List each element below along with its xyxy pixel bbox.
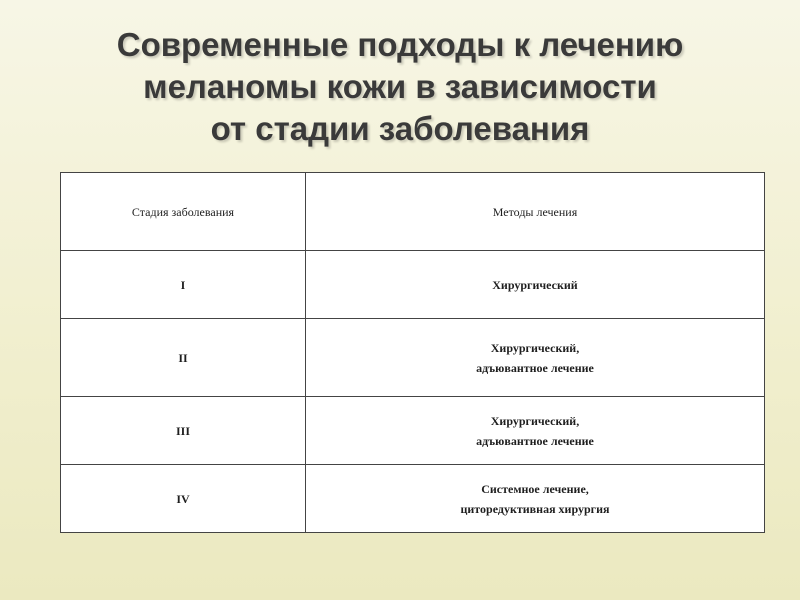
method-cell [306,319,765,397]
slide-title [60,24,740,150]
method-cell [306,465,765,533]
title-line-2: меланомы кожи в зависимости [143,68,657,105]
title-line-1: Современные подходы к лечению [116,26,684,63]
treatment-table [60,172,765,533]
header-methods: Методы лечения [306,173,765,251]
table-row [61,397,765,465]
stage-cell: III [61,397,306,465]
table-row [61,465,765,533]
method-cell [306,397,765,465]
method-line: Хирургический [492,277,578,292]
table-row [61,319,765,397]
method-line: адъювантное лечение [476,433,594,448]
method-line: Хирургический, [490,413,580,428]
method-line: циторедуктивная хирургия [460,501,610,516]
stage-cell: IV [61,465,306,533]
header-stage: Стадия заболевания [61,173,306,251]
title-line-3: от стадии заболевания [210,110,590,147]
method-line: Хирургический, [490,340,580,355]
method-line: адъювантное лечение [476,360,594,375]
table-header-row [61,173,765,251]
stage-cell: I [61,251,306,319]
method-line: Системное лечение, [481,481,589,496]
table-row [61,251,765,319]
stage-cell: II [61,319,306,397]
method-cell [306,251,765,319]
